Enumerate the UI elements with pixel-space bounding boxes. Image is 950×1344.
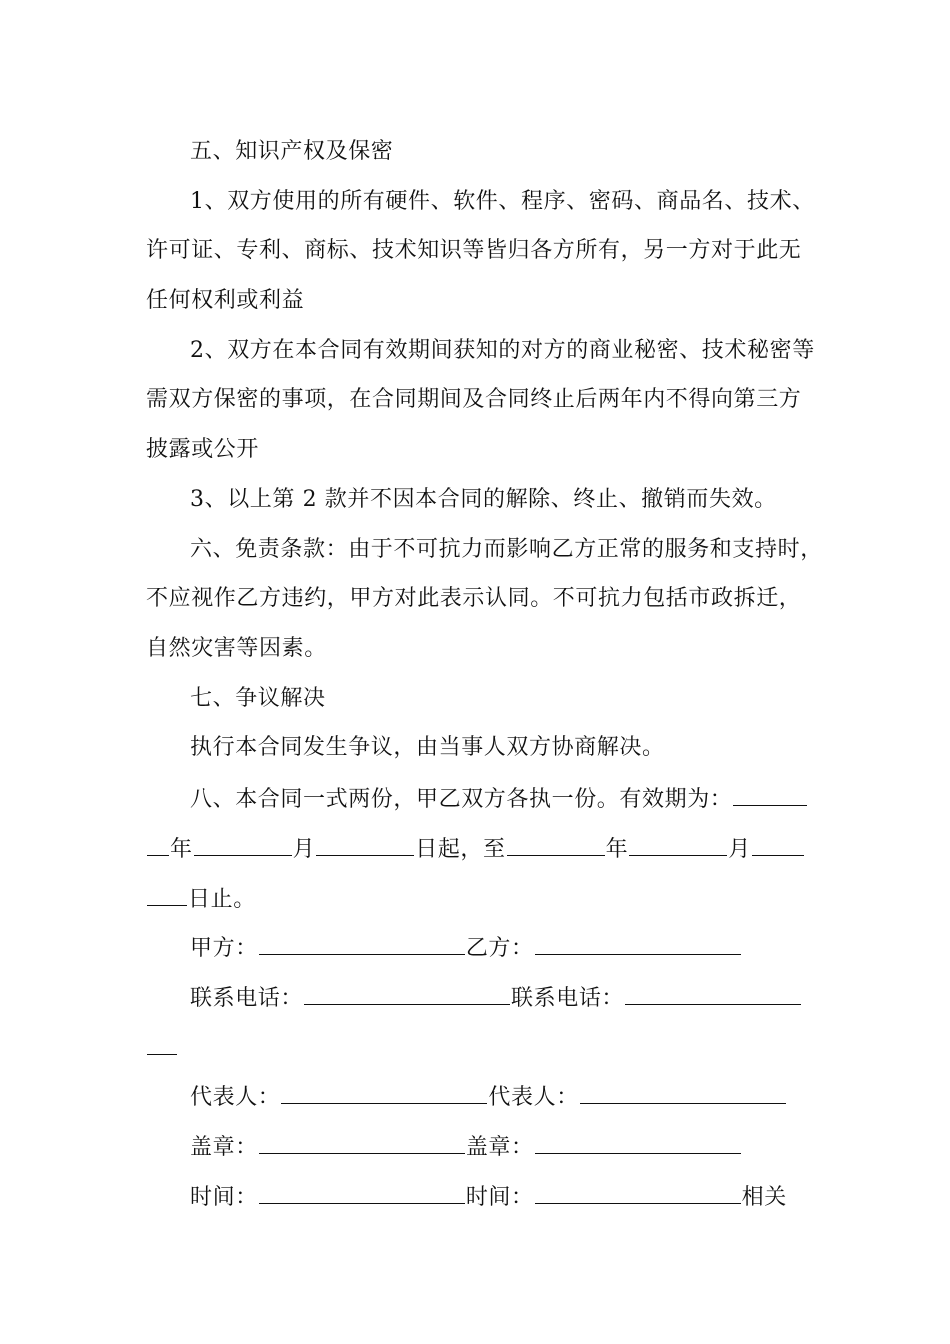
month-label: 月 [292,837,316,862]
start-year-field[interactable] [147,833,169,856]
section-heading-ip: 五、知识产权及保密 [190,139,394,164]
paragraph-line: 许可证、专利、商标、技术知识等皆归各方所有，另一方对于此无 [146,238,802,263]
paragraph-line: 执行本合同发生争议，由当事人双方协商解决。 [190,735,665,760]
phone-a-field[interactable] [304,982,510,1005]
start-month-field[interactable] [194,833,292,856]
party-a-field[interactable] [259,932,465,955]
term-dates-line [146,833,808,865]
paragraph-line: 2、双方在本合同有效期间获知的对方的商业秘密、技术秘密等 [190,338,815,363]
seal-a-field[interactable] [259,1131,465,1154]
phone-b-label: 联系电话： [511,986,625,1011]
paragraph-line: 披露或公开 [146,437,260,462]
section-heading-exemption: 六、免责条款：由于不可抗力而影响乙方正常的服务和支持时， [190,537,823,562]
time-a-label: 时间： [190,1185,258,1210]
phone-line [190,982,852,1014]
trailing-text: 相关 [741,1185,787,1210]
rep-a-field[interactable] [281,1081,487,1104]
time-b-label: 时间： [465,1185,534,1210]
seal-a-label: 盖章： [190,1135,258,1160]
rep-b-label: 代表人： [488,1085,579,1110]
day-from-label: 日起，至 [415,837,506,862]
end-day-field-part[interactable] [752,833,804,856]
year-label: 年 [605,837,629,862]
term-end-line [146,883,808,915]
end-month-field[interactable] [629,833,727,856]
phone-b-field[interactable] [625,982,801,1005]
term-intro: 八、本合同一式两份，甲乙双方各执一份。有效期为： [190,787,733,812]
rep-a-label: 代表人： [190,1085,281,1110]
paragraph-line: 3、以上第 2 款并不因本合同的解除、终止、撤销而失效。 [190,487,777,512]
term-line [190,783,852,815]
seal-b-field[interactable] [535,1131,741,1154]
month-label: 月 [728,837,751,862]
start-day-field[interactable] [316,833,414,856]
end-day-field[interactable] [147,883,187,906]
rep-line [190,1081,852,1113]
day-to-label: 日止。 [188,887,256,912]
paragraph-line: 任何权利或利益 [146,288,305,313]
party-b-field[interactable] [535,932,741,955]
seal-line [190,1131,852,1163]
paragraph-line: 不应视作乙方违约，甲方对此表示认同。不可抗力包括市政拆迁， [146,586,802,611]
time-line [190,1181,852,1213]
paragraph-line: 需双方保密的事项，在合同期间及合同终止后两年内不得向第三方 [146,387,802,412]
party-a-label: 甲方： [190,936,258,961]
section-heading-dispute: 七、争议解决 [190,686,326,711]
phone-continuation-line [146,1032,808,1064]
party-line [190,932,852,964]
paragraph-line: 自然灾害等因素。 [146,636,327,661]
year-field-part[interactable] [733,783,807,806]
paragraph-line: 1、双方使用的所有硬件、软件、程序、密码、商品名、技术、 [190,189,815,214]
party-b-label: 乙方： [465,936,534,961]
rep-b-field[interactable] [580,1081,786,1104]
end-year-field[interactable] [507,833,605,856]
seal-b-label: 盖章： [465,1135,534,1160]
year-label: 年 [170,837,193,862]
phone-a-label: 联系电话： [190,986,304,1011]
phone-b-field-part[interactable] [147,1032,177,1055]
time-b-field[interactable] [535,1181,741,1204]
time-a-field[interactable] [259,1181,465,1204]
